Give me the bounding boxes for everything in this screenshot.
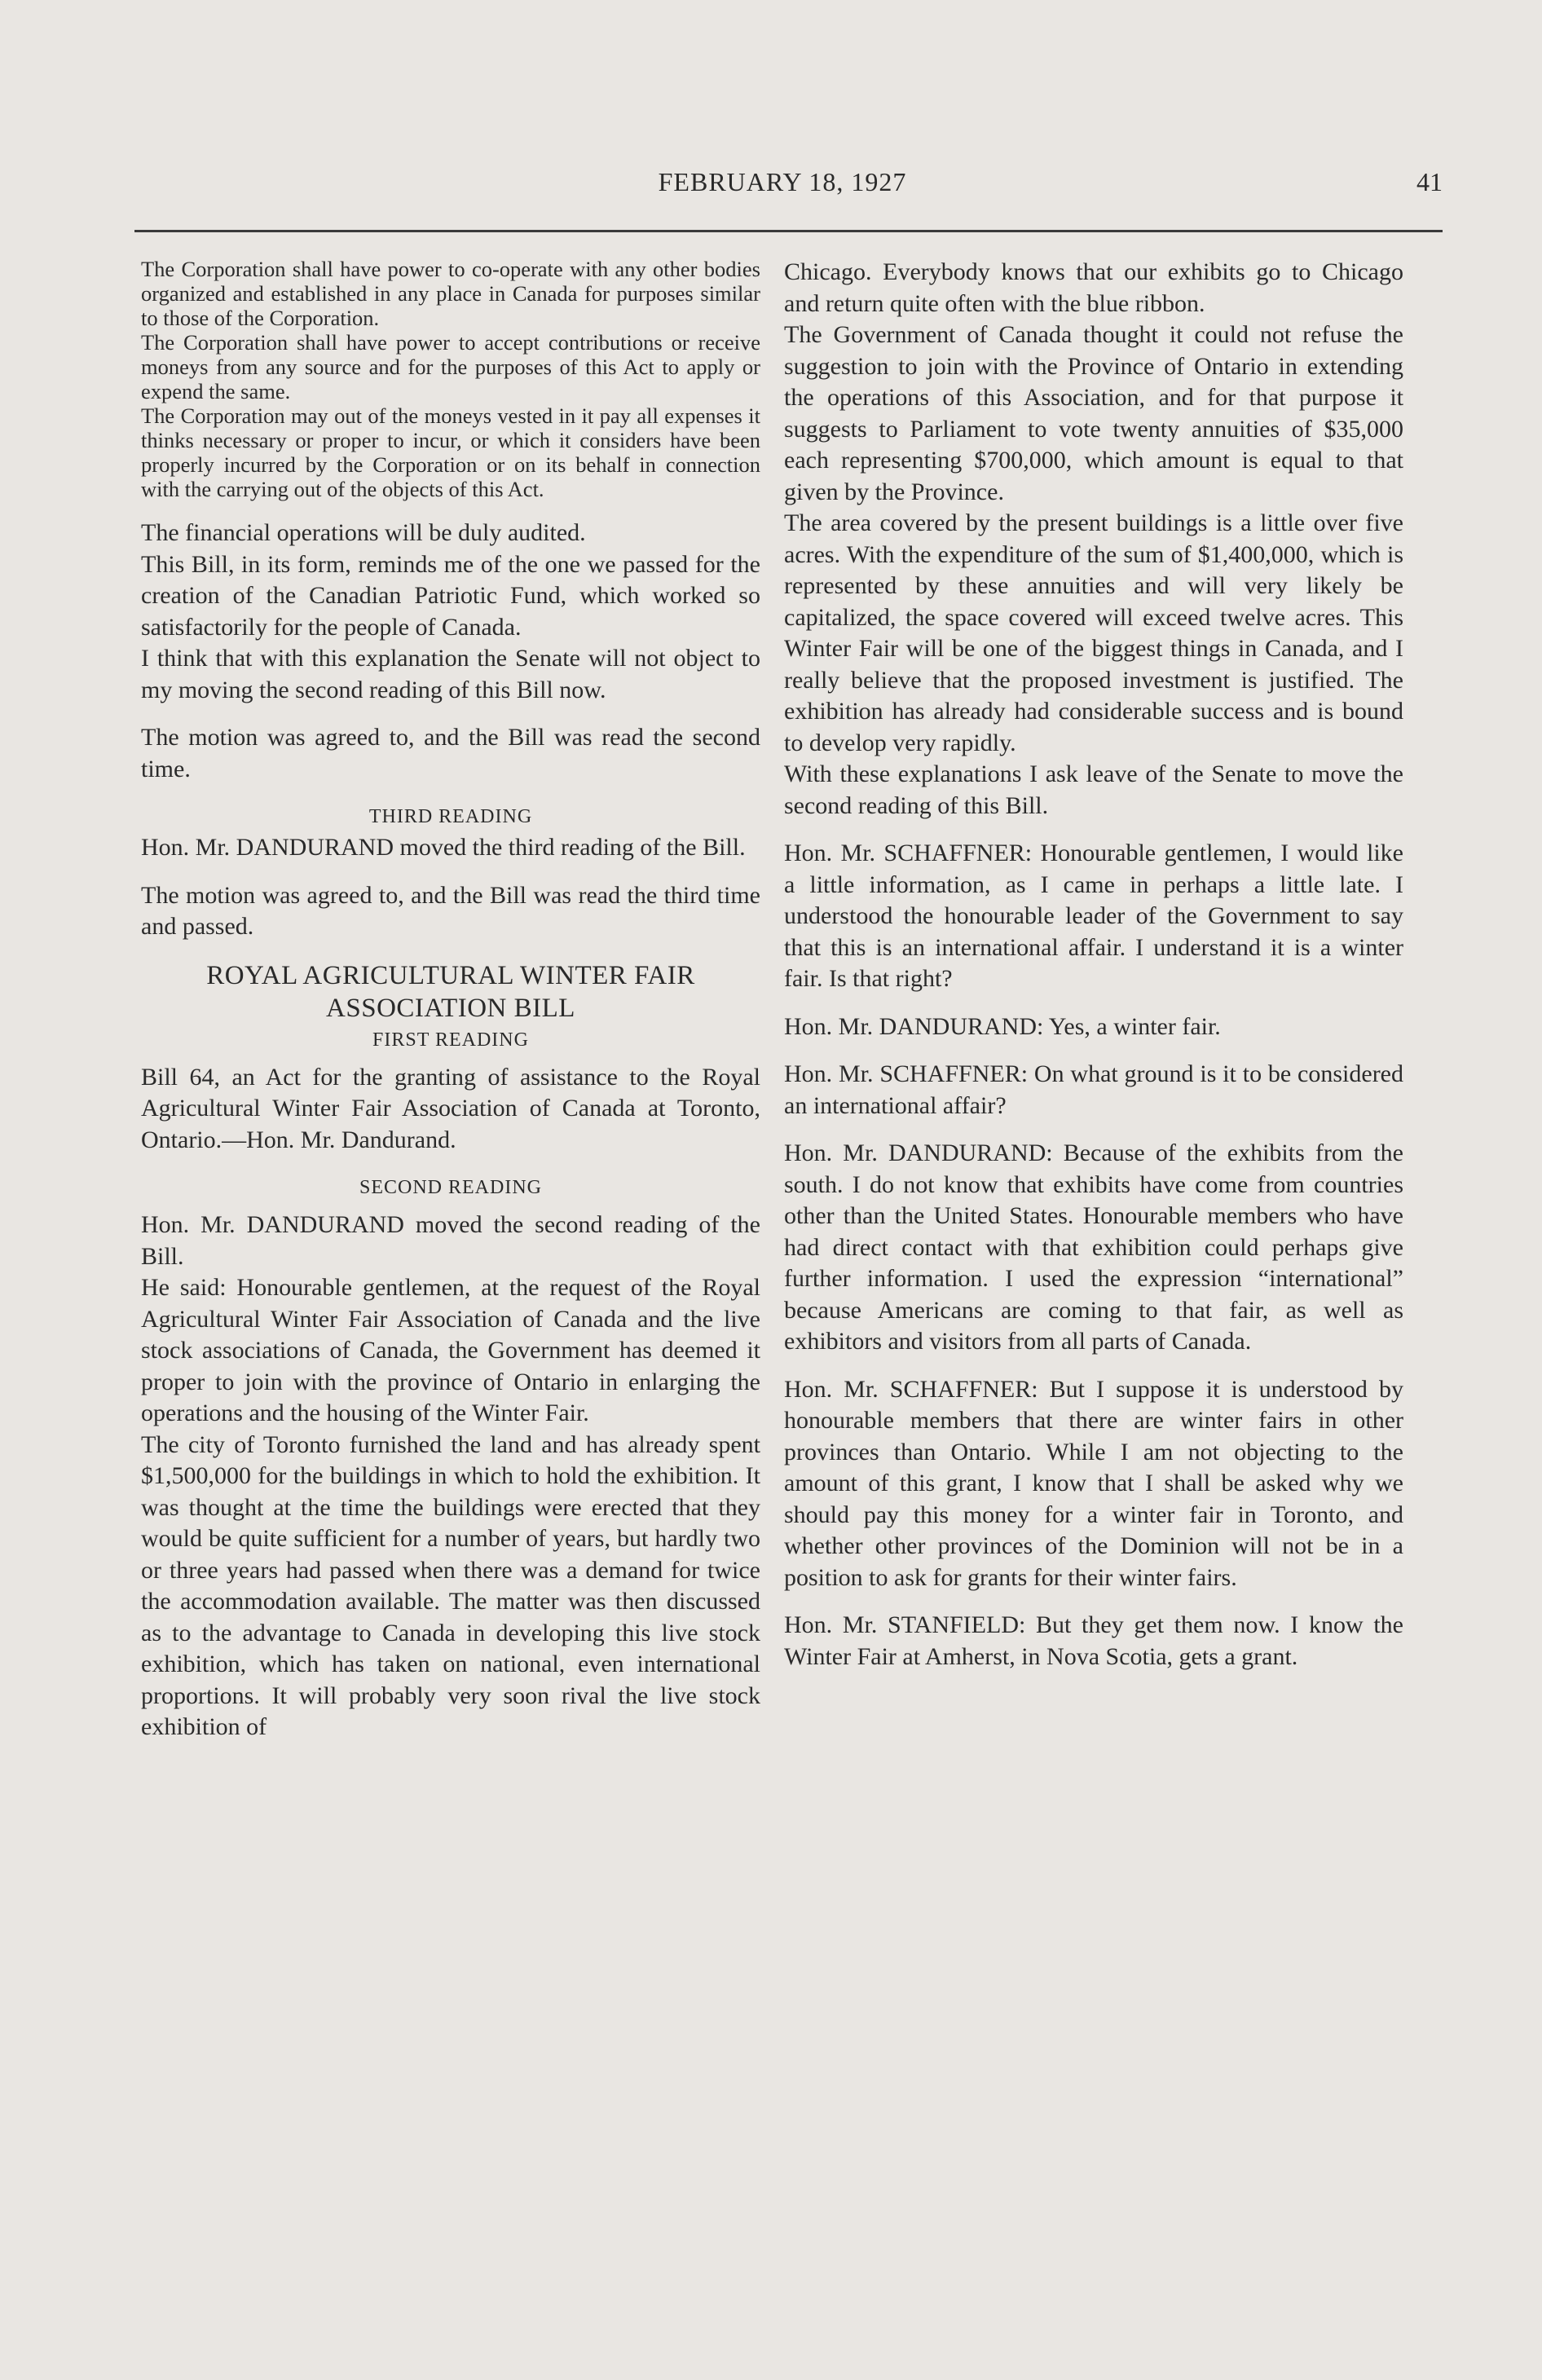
quoted-clause: The Corporation shall have power to accept contributions or receive moneys from any source and for the purposes of this Act to apply or expend the same. xyxy=(141,330,760,403)
bill-heading-line1: ROYAL AGRICULTURAL WINTER FAIR xyxy=(206,960,695,990)
paragraph: With these explanations I ask leave of the Senate to move the second reading of this Bill. xyxy=(784,760,1403,819)
paragraph: Hon. Mr. DANDURAND: Yes, a winter fair. xyxy=(784,1012,1221,1040)
paragraph: This Bill, in its form, reminds me of the one we passed for the creation of the Canadian Patriotic Fund, which worked so satisfactorily for the people of Canada. xyxy=(141,550,760,641)
paragraph: Hon. Mr. STANFIELD: But they get them now. I know the Winter Fair at Amherst, in Nova Scotia, gets a grant. xyxy=(784,1611,1403,1670)
paragraph: The motion was agreed to, and the Bill was read the third time and passed. xyxy=(141,881,760,940)
header-rule xyxy=(134,230,1443,232)
paragraph: The city of Toronto furnished the land and has already spent $1,500,000 for the buildings in which to hold the exhibition. It was thought at the time the buildings were erected that they would be quite sufficient for a number of years, but hardly two or three years had passed when there was a demand for twice the accommodation available. The matter was then discussed as to the advantage to Canada in developing this live stock exhibition, which has taken on national, even international proportions. It will probably very soon rival the live stock exhibition of xyxy=(141,1430,760,1740)
paragraph: The financial operations will be duly audited. xyxy=(141,519,586,546)
first-reading-heading: FIRST READING xyxy=(372,1029,529,1051)
paragraph: I think that with this explanation the Senate will not object to my moving the second reading of this Bill now. xyxy=(141,645,760,703)
paragraph: Hon. Mr. SCHAFFNER: On what ground is it to be considered an international affair? xyxy=(784,1060,1403,1119)
paragraph: Bill 64, an Act for the granting of assistance to the Royal Agricultural Winter Fair Association of Canada at Toronto, Ontario.—Hon. Mr. Dandurand. xyxy=(141,1063,760,1153)
paragraph: The area covered by the present buildings is a little over five acres. With the expenditure of the sum of $1,400,000, which is represented by these annuities and will very likely be capitalized, the space covered will exceed twelve acres. This Winter Fair will be one of the biggest things in Canada, and I really believe that the proposed investment is justified. The exhibition has already had considerable success and is bound to develop very rapidly. xyxy=(784,509,1403,756)
paragraph: The Government of Canada thought it could not refuse the suggestion to join with the Province of Ontario in extending the operations of this Association, and for that purpose it suggests to Parliament to vote twenty annuities of $35,000 each representing $700,000, which amount is equal to that given by the Province. xyxy=(784,321,1403,505)
page-header xyxy=(122,167,1443,208)
left-column xyxy=(141,257,760,1743)
paragraph: He said: Honourable gentlemen, at the request of the Royal Agricultural Winter Fair Association of Canada and the live stock associations of Canada, the Government has deemed it proper to join with the province of Ontario in enlarging the operations and the housing of the Winter Fair. xyxy=(141,1274,760,1426)
paragraph: Hon. Mr. DANDURAND moved the third reading of the Bill. xyxy=(141,834,746,861)
page-number: 41 xyxy=(1416,167,1443,196)
second-reading-heading: SECOND READING xyxy=(359,1177,542,1198)
third-reading-heading: THIRD READING xyxy=(368,806,533,827)
paragraph: Hon. Mr. SCHAFFNER: Honourable gentlemen, I would like a little information, as I came in perhaps a little late. I understood the honourable leader of the Government to say that this is an international affair. I understand it is a winter fair. Is that right? xyxy=(784,840,1403,992)
page-date-title: FEBRUARY 18, 1927 xyxy=(658,167,907,196)
paragraph: Hon. Mr. DANDURAND moved the second reading of the Bill. xyxy=(141,1211,760,1270)
quoted-clause: The Corporation shall have power to co-operate with any other bodies organized and established in any place in Canada for purposes similar to those of the Corporation. xyxy=(141,257,760,330)
quoted-clause: The Corporation may out of the moneys vested in it pay all expenses it thinks necessary or proper to incur, or which it considers have been properly incurred by the Corporation or on its behalf in connection with the carrying out of the objects of this Act. xyxy=(141,403,760,501)
right-column xyxy=(784,257,1403,1673)
paragraph: The motion was agreed to, and the Bill was read the second time. xyxy=(141,724,760,782)
paragraph: Hon. Mr. DANDURAND: Because of the exhibits from the south. I do not know that exhibits have come from countries other than the United States. Honourable members who have had direct contact with that exhibition could perhaps give further information. I used the expression “international” because Americans are coming to that fair, as well as exhibitors and visitors from all parts of Canada. xyxy=(784,1139,1403,1355)
paragraph: Chicago. Everybody knows that our exhibits go to Chicago and return quite often with the blue ribbon. xyxy=(784,258,1403,317)
bill-heading-line2: ASSOCIATION BILL xyxy=(326,993,575,1023)
paragraph: Hon. Mr. SCHAFFNER: But I suppose it is understood by honourable members that there are winter fairs in other provinces than Ontario. While I am not objecting to the amount of this grant, I know that I shall be asked why we should pay this money for a winter fair in Toronto, and whether other provinces of the Dominion will not be in a position to ask for grants for their winter fairs. xyxy=(784,1375,1403,1591)
